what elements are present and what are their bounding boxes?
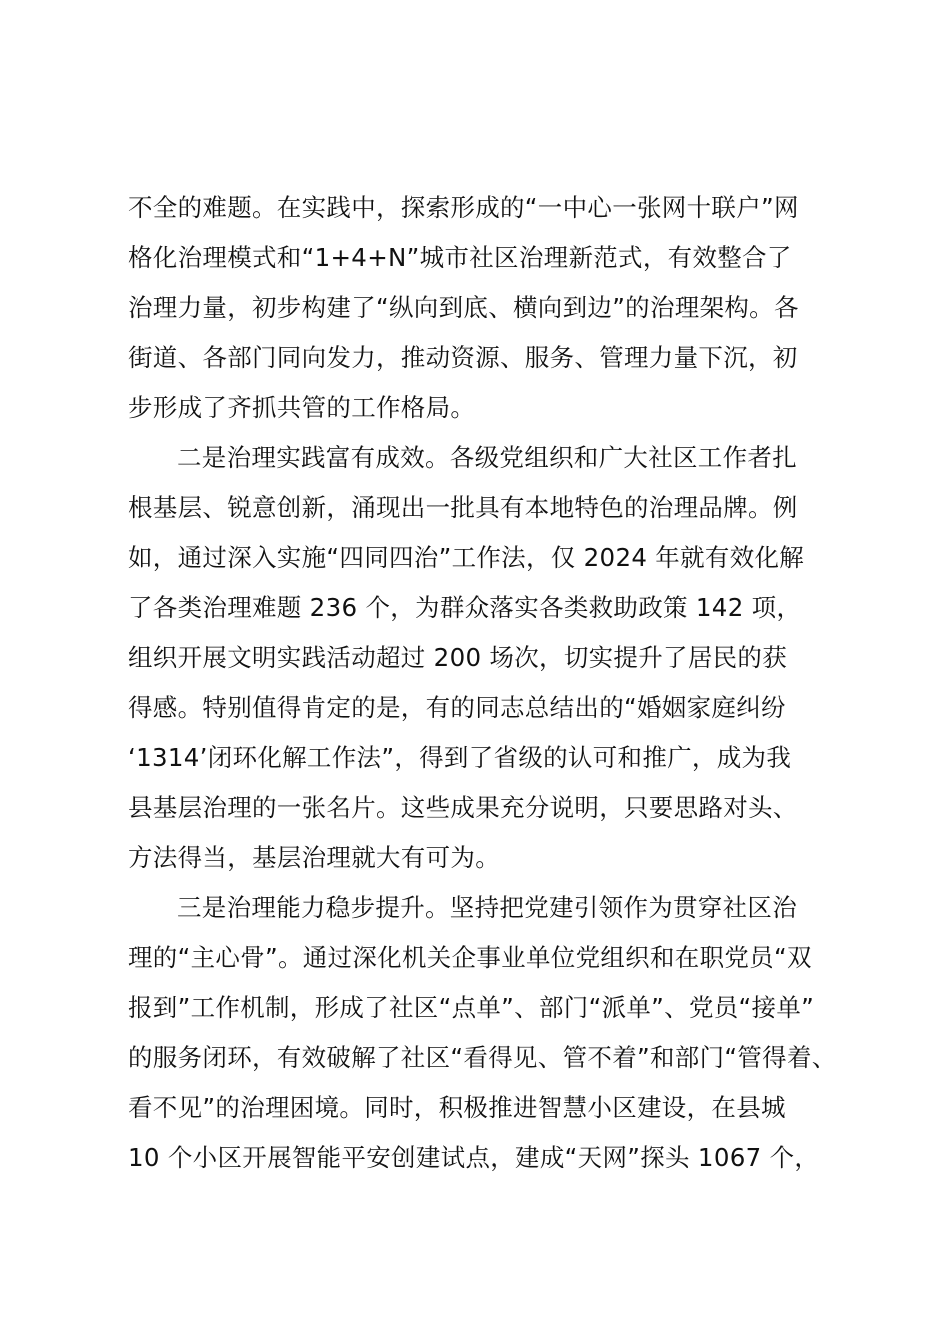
paragraph-3-line: 10 个小区开展智能平安创建试点，建成“天网”探头 1067 个，	[128, 1143, 820, 1172]
paragraph-2-line: 组织开展文明实践活动超过 200 场次，切实提升了居民的获	[128, 643, 788, 672]
paragraph-1-line: 街道、各部门同向发力，推动资源、服务、管理力量下沉，初	[128, 343, 798, 372]
paragraph-3-line: 三是治理能力稳步提升。坚持把党建引领作为贯穿社区治	[177, 893, 797, 922]
paragraph-2-line: 得感。特别值得肯定的是，有的同志总结出的“婚姻家庭纠纷	[128, 693, 786, 722]
paragraph-2-line: ‘1314’闭环化解工作法”，得到了省级的认可和推广，成为我	[128, 743, 792, 772]
paragraph-1-line: 不全的难题。在实践中，探索形成的“一中心一张网十联户”网	[128, 193, 799, 222]
paragraph-1-line: 步形成了齐抓共管的工作格局。	[128, 393, 476, 422]
paragraph-3-line: 理的“主心骨”。通过深化机关企事业单位党组织和在职党员“双	[128, 943, 812, 972]
paragraph-2-line: 二是治理实践富有成效。各级党组织和广大社区工作者扎	[177, 443, 797, 472]
paragraph-3-line: 看不见”的治理困境。同时，积极推进智慧小区建设，在县城	[128, 1093, 786, 1122]
paragraph-2-line: 县基层治理的一张名片。这些成果充分说明，只要思路对头、	[128, 793, 798, 822]
paragraph-2-line: 方法得当，基层治理就大有可为。	[128, 843, 500, 872]
paragraph-2-line: 根基层、锐意创新，涌现出一批具有本地特色的治理品牌。例	[128, 493, 798, 522]
paragraph-1-line: 治理力量，初步构建了“纵向到底、横向到边”的治理架构。各	[128, 293, 799, 322]
paragraph-3-line: 的服务闭环，有效破解了社区“看得见、管不着”和部门“管得着、	[128, 1043, 837, 1072]
paragraph-2-line: 了各类治理难题 236 个，为群众落实各类救助政策 142 项，	[128, 593, 802, 622]
paragraph-1-line: 格化治理模式和“1+4+N”城市社区治理新范式，有效整合了	[128, 243, 792, 272]
paragraph-2-line: 如，通过深入实施“四同四治”工作法，仅 2024 年就有效化解	[128, 543, 805, 572]
paragraph-3-line: 报到”工作机制，形成了社区“点单”、部门“派单”、党员“接单”	[128, 993, 815, 1022]
